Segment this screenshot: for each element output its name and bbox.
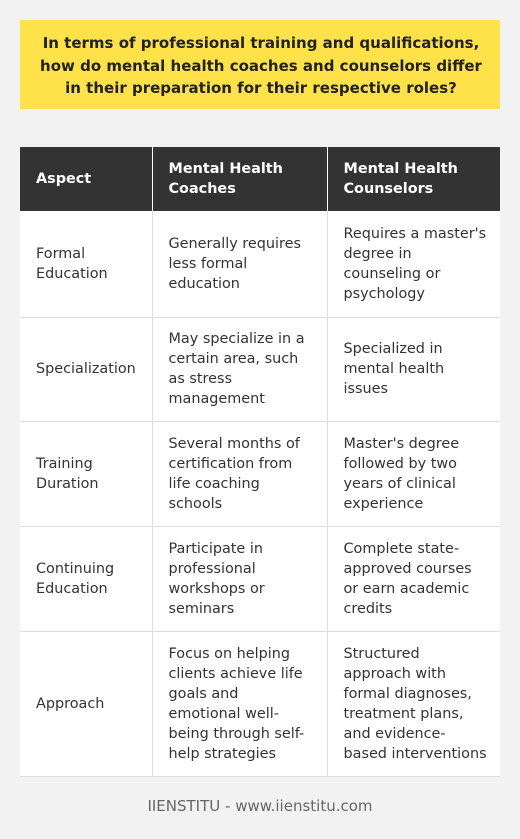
counselors-cell: Master's degree followed by two years of clinical experience [327, 421, 500, 526]
counselors-cell: Structured approach with formal diagnoses, treatment plans, and evidence-based interventions [327, 631, 500, 776]
coaches-cell: Several months of certification from life coaching schools [152, 421, 327, 526]
coaches-cell: Participate in professional workshops or seminars [152, 526, 327, 631]
counselors-cell: Specialized in mental health issues [327, 317, 500, 421]
aspect-cell: Formal Education [20, 211, 152, 317]
aspect-cell: Continuing Education [20, 526, 152, 631]
aspect-cell: Approach [20, 631, 152, 776]
aspect-cell: Training Duration [20, 421, 152, 526]
aspect-cell: Specialization [20, 317, 152, 421]
footer-credit: IIENSTITU - www.iienstitu.com [147, 797, 373, 815]
question-text: In terms of professional training and qualifications, how do mental health coaches and counselors differ in their preparation for their respective roles? [40, 34, 482, 97]
table-header-row [20, 147, 500, 211]
table-row [20, 211, 500, 317]
question-box [20, 20, 500, 109]
table-row [20, 421, 500, 526]
table-row [20, 317, 500, 421]
counselors-cell: Complete state-approved courses or earn academic credits [327, 526, 500, 631]
coaches-cell: Generally requires less formal education [152, 211, 327, 317]
counselors-cell: Requires a master's degree in counseling or psychology [327, 211, 500, 317]
header-coaches: Mental Health Coaches [152, 147, 327, 211]
header-counselors: Mental Health Counselors [327, 147, 500, 211]
coaches-cell: Focus on helping clients achieve life goals and emotional well-being through self-help strategies [152, 631, 327, 776]
comparison-table [20, 147, 500, 777]
coaches-cell: May specialize in a certain area, such as stress management [152, 317, 327, 421]
table-row [20, 631, 500, 776]
table-row [20, 526, 500, 631]
header-aspect: Aspect [20, 147, 152, 211]
